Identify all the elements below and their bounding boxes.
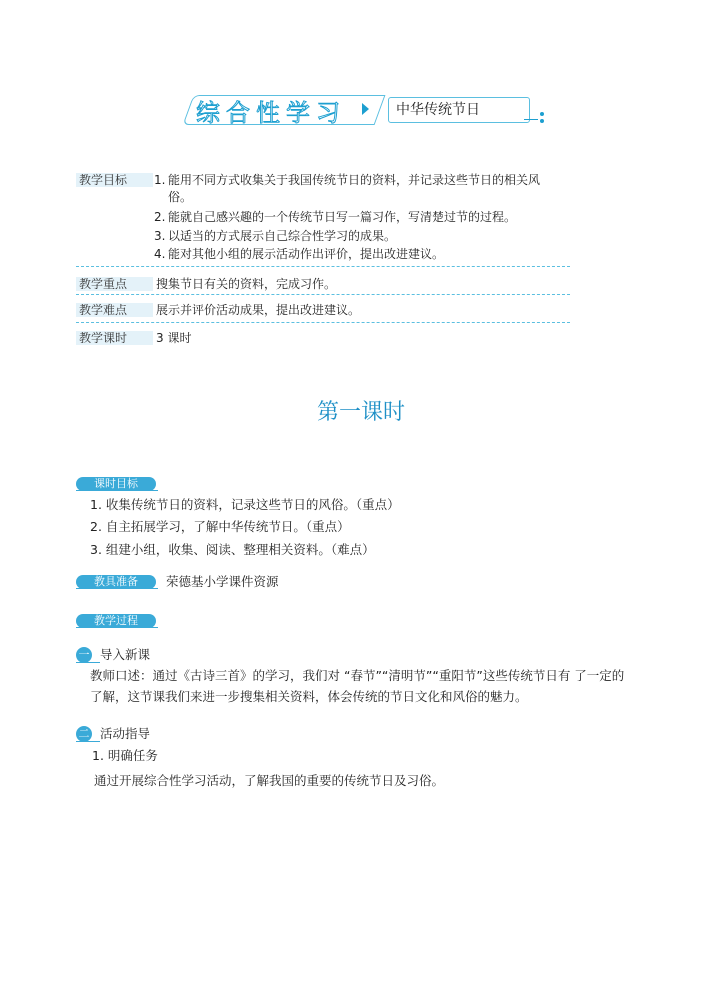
goal-item: 1. 收集传统节日的资料，记录这些节日的风俗。（重点） [90, 497, 400, 512]
divider [76, 322, 570, 323]
banner-title: 综合性学习 [196, 99, 346, 127]
difficult-point-text: 展示并评价活动成果，提出改进建议。 [156, 303, 361, 317]
banner-arrow-icon [362, 103, 369, 115]
objectives-label: 教学目标 [76, 173, 153, 187]
prep-label: 教具准备 [76, 575, 156, 589]
objective-num: 4. [154, 247, 166, 261]
class-hours-text: 3 课时 [156, 331, 192, 345]
objective-text: 能就自己感兴趣的一个传统节日写一篇习作，写清楚过节的过程。 [168, 210, 517, 224]
difficult-point-label: 教学难点 [76, 303, 153, 317]
section-title: 活动指导 [100, 726, 151, 741]
section-title: 导入新课 [100, 647, 151, 662]
banner-subtitle: 中华传统节日 [396, 102, 480, 118]
banner-decor-dot [540, 119, 544, 123]
lesson-title: 第一课时 [316, 400, 405, 425]
section-paragraph: 教师口述：通过《古诗三首》的学习，我们对 “春节”“清明节”“重阳节”这些传统节日有 了一定的 [90, 668, 625, 683]
section-number-badge: 二 [76, 726, 92, 742]
objective-num: 1. [154, 173, 166, 187]
objective-num: 2. [154, 210, 166, 224]
class-hours-label: 教学课时 [76, 331, 153, 345]
banner-decor-line [524, 119, 538, 120]
goal-item: 3. 组建小组，收集、阅读、整理相关资料。（难点） [90, 542, 375, 557]
objective-text: 以适当的方式展示自己综合性学习的成果。 [168, 229, 397, 243]
divider [76, 266, 570, 267]
objective-num: 3. [154, 229, 166, 243]
goal-item: 2. 自主拓展学习，了解中华传统节日。（重点） [90, 519, 350, 534]
banner-decor-dot [540, 112, 544, 116]
goals-label: 课时目标 [76, 477, 156, 491]
objective-text-cont: 俗。 [168, 190, 193, 204]
section-number-badge: 一 [76, 647, 92, 663]
key-point-label: 教学重点 [76, 277, 153, 291]
section-paragraph: 通过开展综合性学习活动，了解我国的重要的传统节日及习俗。 [94, 773, 445, 788]
key-point-text: 搜集节日有关的资料，完成习作。 [156, 277, 337, 291]
process-label: 教学过程 [76, 614, 156, 628]
prep-text: 荣德基小学课件资源 [166, 574, 279, 589]
objective-text: 能用不同方式收集关于我国传统节日的资料，并记录这些节日的相关风 [168, 173, 541, 187]
divider [76, 294, 570, 295]
objective-text: 能对其他小组的展示活动作出评价，提出改进建议。 [168, 247, 445, 261]
section-paragraph-cont: 了解，这节课我们来进一步搜集相关资料，体会传统的节日文化和风俗的魅力。 [90, 689, 528, 704]
subsection-title: 1. 明确任务 [92, 748, 158, 763]
